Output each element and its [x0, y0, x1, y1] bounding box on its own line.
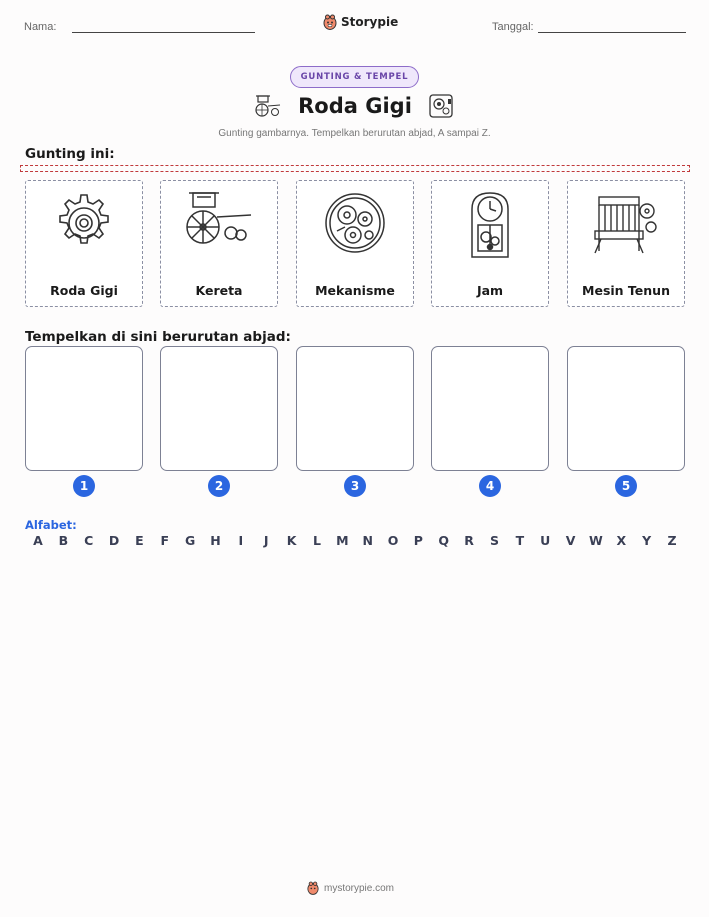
- page-title: Roda Gigi: [298, 94, 412, 118]
- cut-card-mekanisme[interactable]: [296, 180, 414, 307]
- gear-icon: [52, 191, 116, 255]
- alphabet-letter: D: [108, 533, 120, 548]
- paste-slot-5[interactable]: [567, 346, 685, 471]
- alphabet-letter: S: [489, 533, 499, 548]
- alphabet-letter: M: [336, 533, 349, 548]
- slot-number: 2: [208, 475, 230, 497]
- loom-icon: [591, 191, 661, 255]
- alphabet-letter: I: [238, 533, 244, 548]
- alphabet-letter: A: [33, 533, 43, 548]
- activity-badge: GUNTING & TEMPEL: [290, 66, 419, 88]
- cut-heading: Gunting ini:: [25, 146, 115, 162]
- card-label: Jam: [476, 283, 504, 298]
- cut-card-kereta[interactable]: [160, 180, 278, 307]
- date-field[interactable]: [538, 32, 686, 33]
- alphabet-letter: F: [160, 533, 170, 548]
- instructions: Gunting gambarnya. Tempelkan berurutan abjad, A sampai Z.: [218, 128, 491, 139]
- card-label: Roda Gigi: [50, 283, 118, 298]
- storypie-logo-icon: [323, 14, 337, 30]
- cut-card-mesin-tenun[interactable]: [567, 180, 685, 307]
- alphabet-letter: Z: [667, 533, 677, 548]
- cut-card-jam[interactable]: [431, 180, 549, 307]
- paste-slot-4[interactable]: [431, 346, 549, 471]
- slot-number: 4: [479, 475, 501, 497]
- cut-line: [20, 165, 690, 172]
- alphabet-letter: G: [185, 533, 196, 548]
- date-label: Tanggal:: [492, 21, 534, 33]
- alphabet-letter: O: [387, 533, 399, 548]
- alphabet-letter: X: [616, 533, 627, 548]
- card-label: Mekanisme: [315, 283, 395, 298]
- clock-icon: [466, 189, 514, 261]
- alphabet-letter: Q: [438, 533, 450, 548]
- alphabet-letter: V: [565, 533, 576, 548]
- cut-card-roda-gigi[interactable]: [25, 180, 143, 307]
- card-label: Mesin Tenun: [582, 283, 670, 298]
- alphabet-letter: E: [135, 533, 144, 548]
- alphabet-letter: Y: [642, 533, 652, 548]
- slot-number: 3: [344, 475, 366, 497]
- brand-name: Storypie: [341, 15, 399, 29]
- alphabet-letter: P: [413, 533, 423, 548]
- paste-heading: Tempelkan di sini berurutan abjad:: [25, 329, 291, 345]
- footer-link[interactable]: mystorypie.com: [324, 882, 395, 894]
- card-label: Kereta: [195, 283, 243, 298]
- alphabet-row: [30, 533, 680, 548]
- carriage-icon: [252, 94, 282, 118]
- mechanism-icon: [323, 191, 387, 255]
- name-field[interactable]: [72, 32, 255, 33]
- machine-icon: [428, 93, 454, 119]
- alphabet-letter: R: [464, 533, 474, 548]
- alphabet-letter: T: [515, 533, 525, 548]
- alphabet-letter: K: [286, 533, 297, 548]
- footer: [307, 881, 394, 895]
- alphabet-letter: W: [589, 533, 603, 548]
- alphabet-letter: H: [210, 533, 221, 548]
- paste-slot-1[interactable]: [25, 346, 143, 471]
- slot-number: 1: [73, 475, 95, 497]
- alphabet-letter: N: [362, 533, 373, 548]
- alphabet-letter: U: [540, 533, 551, 548]
- name-label: Nama:: [24, 21, 57, 33]
- slot-number: 5: [615, 475, 637, 497]
- paste-slot-2[interactable]: [160, 346, 278, 471]
- storypie-logo-icon: [307, 881, 319, 895]
- alphabet-letter: J: [263, 533, 269, 548]
- alphabet-letter: L: [312, 533, 321, 548]
- carriage-icon: [183, 189, 255, 249]
- paste-slot-3[interactable]: [296, 346, 414, 471]
- brand-logo: [323, 14, 398, 30]
- alphabet-letter: C: [84, 533, 94, 548]
- alphabet-letter: B: [58, 533, 69, 548]
- alphabet-heading: Alfabet:: [25, 518, 77, 532]
